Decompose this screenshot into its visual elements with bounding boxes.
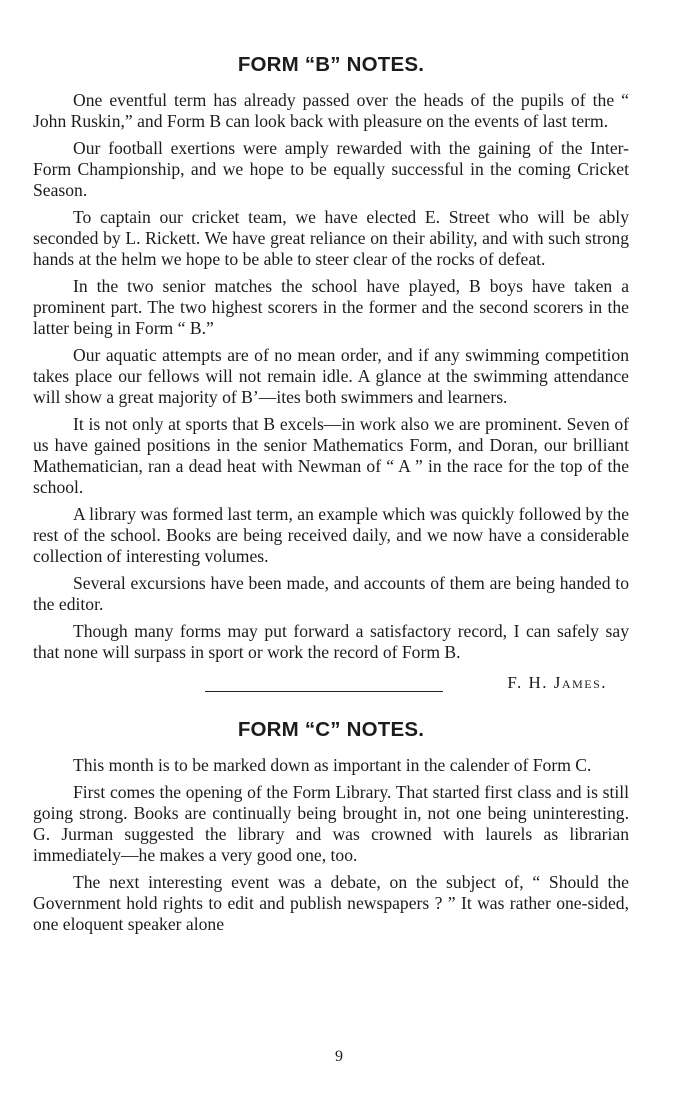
form-b-paragraph: To captain our cricket team, we have elected E. Street who will be ably seconded by L. Rickett. We have great reliance on their ability, and with such strong hands at the helm we hope to be able to steer clear of the rocks of defeat. (33, 207, 629, 269)
form-b-paragraph: Our aquatic attempts are of no mean order, and if any swimming competition takes place our fellows will not remain idle. A glance at the swimming attendance will show a great majority of B’—ites both swimmers and learners. (33, 345, 629, 407)
form-c-body (33, 755, 629, 935)
form-c-paragraph: First comes the opening of the Form Library. That started first class and is still going strong. Books are continually being brought in, not one being uninteresting. G. Jurman suggested the library and was crowned with laurels as librarian immediately—he makes a very good one, too. (33, 782, 629, 865)
form-b-paragraph: A library was formed last term, an example which was quickly followed by the rest of the school. Books are being received daily, and we now have a considerable collection of interesting volumes. (33, 504, 630, 566)
form-b-body (33, 90, 629, 663)
page-number: 9 (335, 1048, 343, 1065)
form-b-paragraph: Though many forms may put forward a satisfactory record, I can safely say that none will surpass in sport or work the record of Form B. (33, 621, 629, 662)
form-b-paragraph: Several excursions have been made, and accounts of them are being handed to the editor. (33, 573, 629, 614)
form-c-paragraph: The next interesting event was a debate, on the subject of, “ Should the Government hold rights to edit and publish newspapers ? ” It was rather one-sided, one eloquent speaker alone (33, 872, 629, 934)
form-b-paragraph: Our football exertions were amply rewarded with the gaining of the Inter-Form Championship, and we hope to be equally successful in the coming Cricket Season. (33, 138, 629, 200)
signature-row (33, 669, 629, 699)
form-c-heading: FORM “C” NOTES. (237, 718, 425, 741)
form-b-signature: F. H. James. (507, 673, 607, 692)
form-b-heading: FORM “B” NOTES. (237, 53, 425, 76)
section-divider (205, 691, 443, 692)
form-b-paragraph: In the two senior matches the school have played, B boys have taken a prominent part. The two highest scorers in the former and the second scorers in the latter being in Form “ B.” (33, 276, 629, 338)
form-b-paragraph: One eventful term has already passed over the heads of the pupils of the “ John Ruskin,” and Form B can look back with pleasure on the events of last term. (33, 90, 629, 131)
form-c-paragraph: This month is to be marked down as important in the calender of Form C. (73, 755, 592, 775)
form-b-paragraph: It is not only at sports that B excels—in work also we are prominent. Seven of us have gained positions in the senior Mathematics Form, and Doran, our brilliant Mathematician, ran a dead heat with Newman of “ A ” in the race for the top of the school. (33, 414, 629, 497)
document-page (33, 52, 629, 941)
